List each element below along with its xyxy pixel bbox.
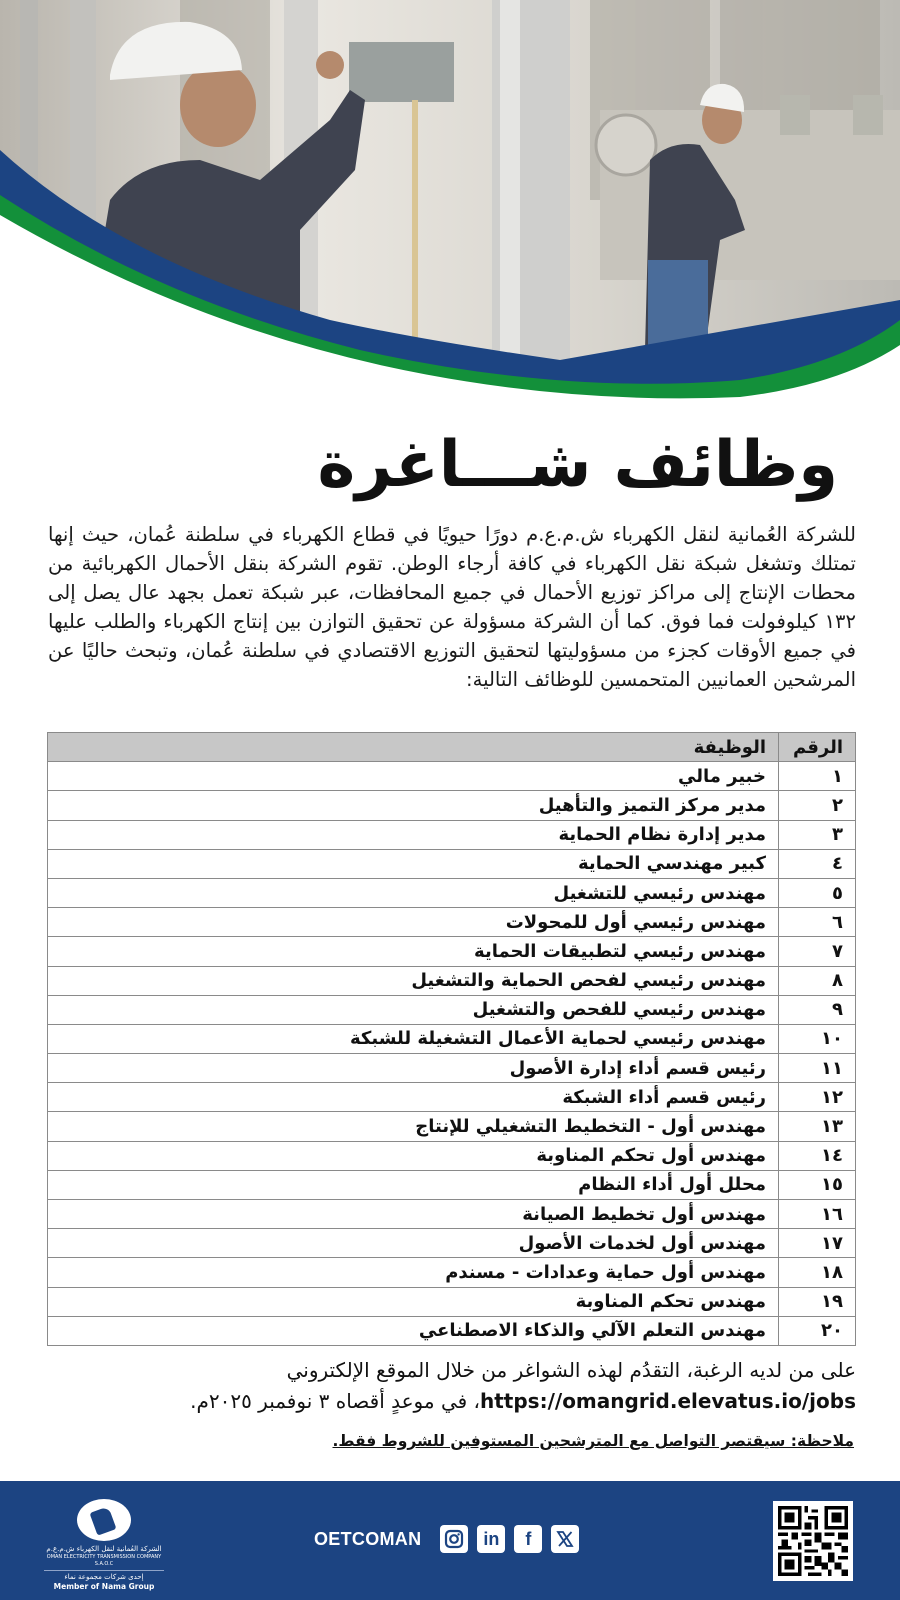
row-number: ١٥ xyxy=(779,1170,856,1199)
member-arabic: إحدى شركات مجموعة نماء xyxy=(64,1573,144,1581)
apply-line-1: على من لديه الرغبة، التقدُم لهذه الشواغر من خلال الموقع الإلكتروني xyxy=(286,1358,856,1382)
jobs-portal-link[interactable]: https://omangrid.elevatus.io/jobs xyxy=(480,1389,856,1413)
row-number: ١١ xyxy=(779,1054,856,1083)
table-row xyxy=(48,1141,856,1170)
linkedin-icon[interactable]: in xyxy=(477,1525,505,1553)
job-title: مهندس رئيسي لحماية الأعمال التشغيلة للشبكة xyxy=(48,1024,779,1053)
row-number: ٦ xyxy=(779,908,856,937)
member-english: Member of Nama Group xyxy=(53,1582,155,1591)
job-title: مدير إدارة نظام الحماية xyxy=(48,820,779,849)
job-title: مهندس أول تخطيط الصيانة xyxy=(48,1200,779,1229)
table-row xyxy=(48,1316,856,1345)
job-title: مهندس رئيسي أول للمحولات xyxy=(48,908,779,937)
row-number: ١٦ xyxy=(779,1200,856,1229)
vacancies-table xyxy=(47,732,856,1346)
row-number: ٣ xyxy=(779,820,856,849)
row-number: ٢ xyxy=(779,791,856,820)
job-title: مهندس رئيسي للفحص والتشغيل xyxy=(48,995,779,1024)
footer-bar xyxy=(0,1481,900,1600)
row-number: ١٧ xyxy=(779,1229,856,1258)
logo-english-name: OMAN ELECTRICITY TRANSMISSION COMPANY S.A.O.C xyxy=(44,1554,164,1571)
row-number: ٤ xyxy=(779,849,856,878)
table-row xyxy=(48,908,856,937)
row-number: ١ xyxy=(779,762,856,791)
table-row xyxy=(48,1229,856,1258)
table-row xyxy=(48,1200,856,1229)
table-row xyxy=(48,820,856,849)
row-number: ١٣ xyxy=(779,1112,856,1141)
company-logo xyxy=(44,1499,164,1591)
table-row xyxy=(48,791,856,820)
social-links xyxy=(314,1525,579,1553)
table-row xyxy=(48,762,856,791)
table-row xyxy=(48,1024,856,1053)
row-number: ٥ xyxy=(779,878,856,907)
job-title: مهندس تحكم المناوبة xyxy=(48,1287,779,1316)
row-number: ١٤ xyxy=(779,1141,856,1170)
row-number: ١٠ xyxy=(779,1024,856,1053)
job-title: مدير مركز التميز والتأهيل xyxy=(48,791,779,820)
row-number: ٨ xyxy=(779,966,856,995)
job-title: مهندس رئيسي لتطبيقات الحماية xyxy=(48,937,779,966)
table-row xyxy=(48,966,856,995)
hero-illustration xyxy=(0,0,900,410)
x-icon[interactable] xyxy=(551,1525,579,1553)
job-title: مهندس أول حماية وعدادات - مسندم xyxy=(48,1258,779,1287)
row-number: ١٩ xyxy=(779,1287,856,1316)
row-number: ١٢ xyxy=(779,1083,856,1112)
intro-paragraph: للشركة العُمانية لنقل الكهرباء ش.م.ع.م دورًا حيويًا في قطاع الكهرباء في سلطنة عُمان، حيث إنها تمتلك وتشغل شبكة نقل الكهرباء في كافة أرجاء الوطن. تقوم الشركة بنقل الأحمال الكهربائية من محطات الإنتاج إلى مراكز توزيع الأحمال في جميع المحافظات، عبر شبكة تعمل بجهد عال يصل إلى ١٣٢ كيلوفولت فما فوق. كما أن الشركة مسؤولة عن تحقيق التوازن بين إنتاج الكهرباء والطلب عليها في جميع الأوقات كجزء من مسؤوليتها لتحقيق التوزيع الاقتصادي في سلطنة عُمان، وتبحث حاليًا عن المرشحين العمانيين المتحمسين للوظائف التالية: xyxy=(48,523,856,691)
hero-photo-banner xyxy=(0,0,900,410)
job-title: مهندس أول تحكم المناوبة xyxy=(48,1141,779,1170)
table-row xyxy=(48,1287,856,1316)
job-title: رئيس قسم أداء إدارة الأصول xyxy=(48,1054,779,1083)
job-title: مهندس رئيسي لفحص الحماية والتشغيل xyxy=(48,966,779,995)
note-text: ملاحظة: سيقتصر التواصل مع المترشحين المستوفين للشروط فقط. xyxy=(332,1432,854,1450)
job-title: رئيس قسم أداء الشبكة xyxy=(48,1083,779,1112)
apply-line-2 xyxy=(48,1386,856,1417)
table-header-row xyxy=(48,733,856,762)
table-row xyxy=(48,878,856,907)
qr-code[interactable] xyxy=(773,1501,853,1581)
instagram-icon[interactable] xyxy=(440,1525,468,1553)
table-row xyxy=(48,1054,856,1083)
oetc-emblem-icon xyxy=(77,1499,131,1541)
job-title: كبير مهندسي الحماية xyxy=(48,849,779,878)
job-title: مهندس أول لخدمات الأصول xyxy=(48,1229,779,1258)
table-row xyxy=(48,995,856,1024)
job-title: مهندس التعلم الآلي والذكاء الاصطناعي xyxy=(48,1316,779,1345)
table-row xyxy=(48,849,856,878)
job-title: مهندس أول - التخطيط التشغيلي للإنتاج xyxy=(48,1112,779,1141)
table-row xyxy=(48,1083,856,1112)
row-number: ١٨ xyxy=(779,1258,856,1287)
social-handle: OETCOMAN xyxy=(314,1528,422,1549)
column-header-number: الرقم xyxy=(779,733,856,762)
job-title: محلل أول أداء النظام xyxy=(48,1170,779,1199)
facebook-icon[interactable]: f xyxy=(514,1525,542,1553)
job-title: خبير مالي xyxy=(48,762,779,791)
logo-arabic-name: الشركة العُمانية لنقل الكهرباء ش.م.ع.م xyxy=(46,1545,162,1553)
deadline-text: ، في موعدٍ أقصاه ٣ نوفمبر ٢٠٢٥م. xyxy=(190,1389,480,1413)
page-title: وظائف شـــاغرة xyxy=(317,428,838,502)
row-number: ٧ xyxy=(779,937,856,966)
row-number: ٩ xyxy=(779,995,856,1024)
column-header-job: الوظيفة xyxy=(48,733,779,762)
job-title: مهندس رئيسي للتشغيل xyxy=(48,878,779,907)
table-row xyxy=(48,1258,856,1287)
table-row xyxy=(48,1112,856,1141)
row-number: ٢٠ xyxy=(779,1316,856,1345)
table-row xyxy=(48,1170,856,1199)
table-row xyxy=(48,937,856,966)
qr-code-icon xyxy=(778,1506,848,1576)
apply-instructions xyxy=(48,1355,856,1417)
